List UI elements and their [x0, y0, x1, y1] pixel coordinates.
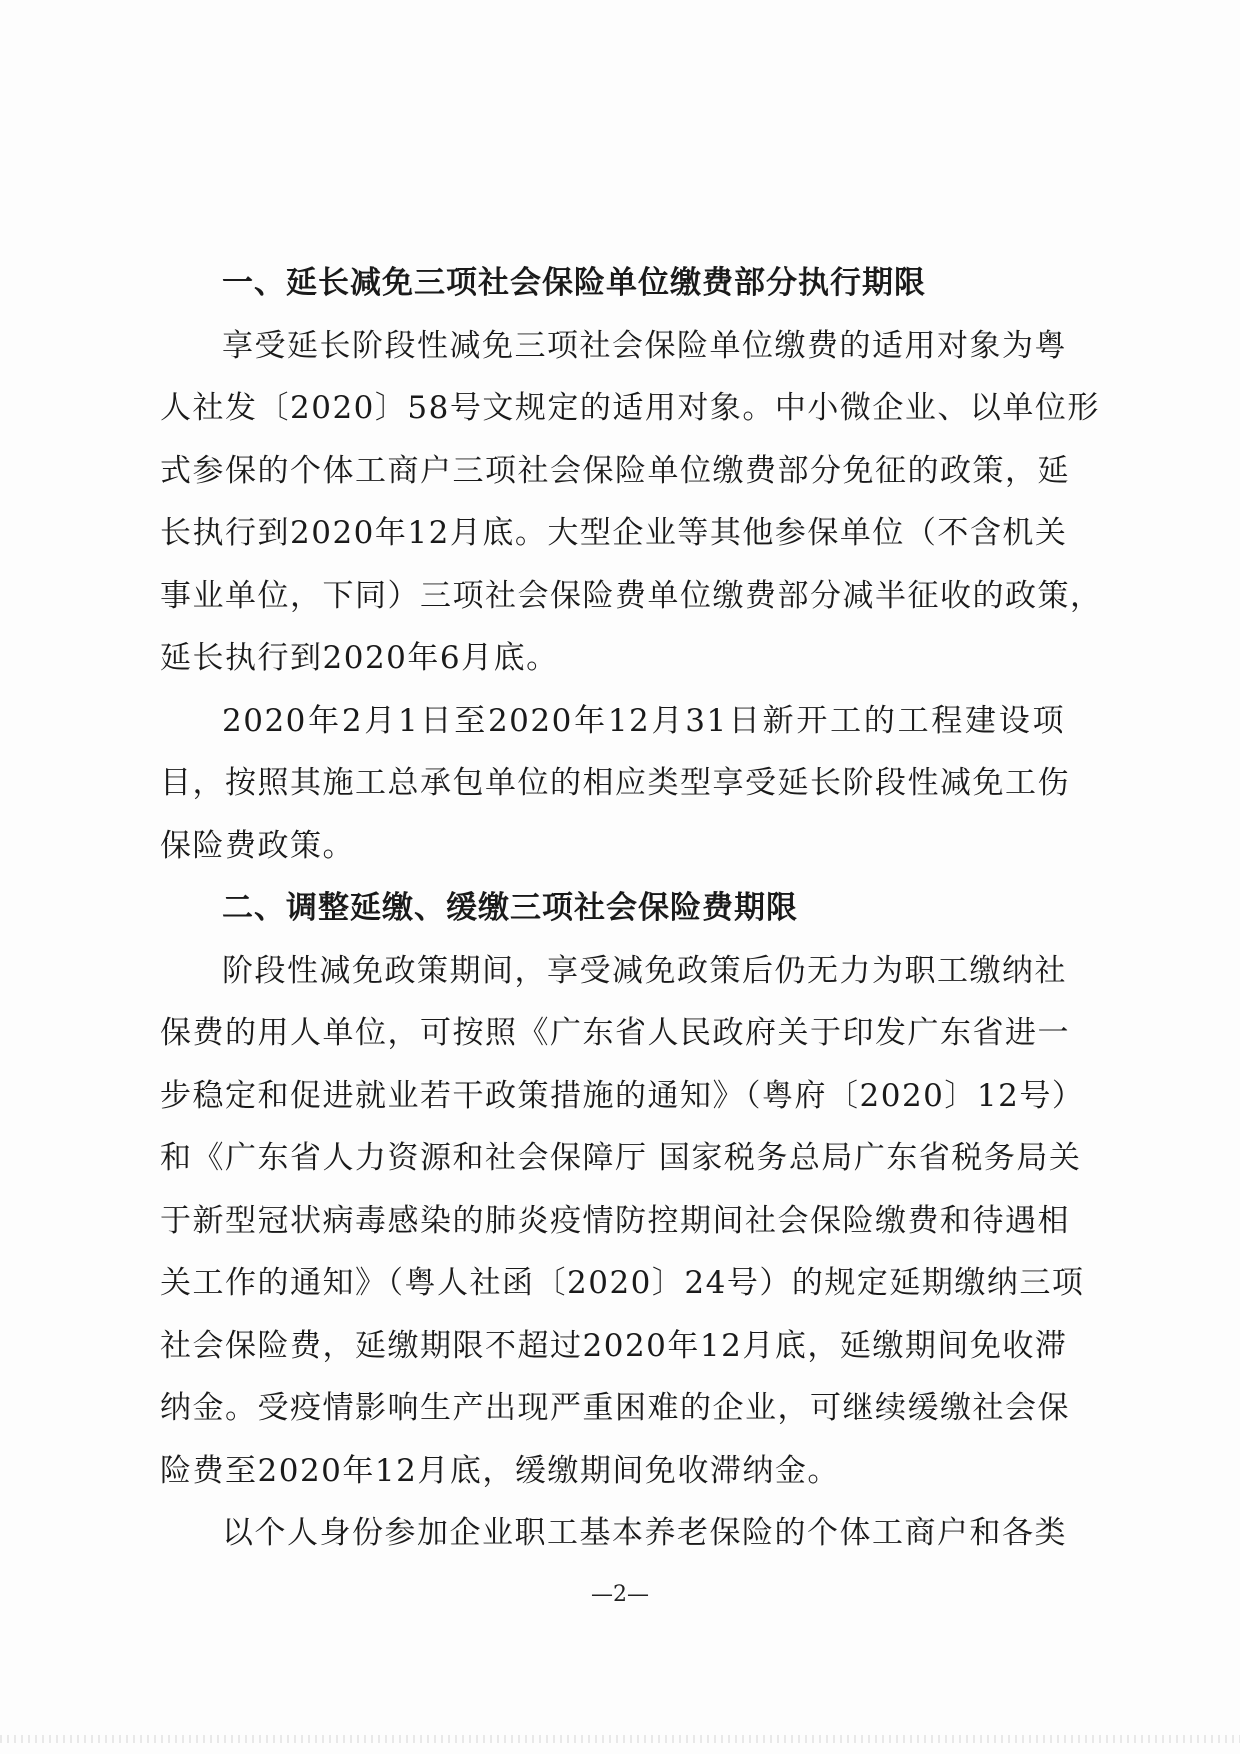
paragraph-line: 目，按照其施工总承包单位的相应类型享受延长阶段性减免工伤	[160, 765, 1070, 801]
paragraph-line: 人社发〔2020〕58号文规定的适用对象。中小微企业、以单位形	[160, 390, 1100, 426]
section-heading-1: 一、延长减免三项社会保险单位缴费部分执行期限	[222, 265, 926, 301]
paragraph-line: 2020年2月1日至2020年12月31日新开工的工程建设项	[222, 702, 1065, 739]
paragraph-line: 步稳定和促进就业若干政策措施的通知》（粤府〔2020〕12号）	[160, 1077, 1085, 1114]
page-number: —2—	[591, 1582, 649, 1607]
paragraph-line: 险费至2020年12月底，缓缴期间免收滞纳金。	[160, 1452, 840, 1489]
paragraph-line: 保险费政策。	[160, 827, 355, 864]
paragraph-line: 于新型冠状病毒感染的肺炎疫情防控期间社会保险缴费和待遇相	[160, 1202, 1070, 1239]
paragraph-line: 社会保险费，延缴期限不超过2020年12月底，延缴期间免收滞	[160, 1327, 1068, 1364]
paragraph-line: 阶段性减免政策期间，享受减免政策后仍无力为职工缴纳社	[222, 952, 1067, 989]
paragraph-line: 式参保的个体工商户三项社会保险单位缴费部分免征的政策，延	[160, 452, 1070, 489]
paragraph-line: 事业单位，下同）三项社会保险费单位缴费部分减半征收的政策，	[160, 577, 1103, 614]
paragraph-line: 享受延长阶段性减免三项社会保险单位缴费的适用对象为粤	[222, 327, 1067, 364]
paragraph-line: 纳金。受疫情影响生产出现严重困难的企业，可继续缓缴社会保	[160, 1390, 1070, 1426]
paragraph-line: 和《广东省人力资源和社会保障厅 国家税务总局广东省税务局关	[160, 1140, 1082, 1176]
document-body	[160, 252, 1103, 1565]
paragraph-line: 关工作的通知》（粤人社函〔2020〕24号）的规定延期缴纳三项	[160, 1265, 1085, 1301]
scan-edge-artifact	[0, 1735, 1240, 1743]
paragraph-line: 以个人身份参加企业职工基本养老保险的个体工商户和各类	[222, 1515, 1067, 1551]
section-heading-2: 二、调整延缴、缓缴三项社会保险费期限	[222, 890, 798, 926]
paragraph-line: 保费的用人单位，可按照《广东省人民政府关于印发广东省进一	[160, 1015, 1070, 1051]
paragraph-line: 长执行到2020年12月底。大型企业等其他参保单位（不含机关	[160, 515, 1068, 551]
paragraph-line: 延长执行到2020年6月底。	[160, 640, 559, 676]
